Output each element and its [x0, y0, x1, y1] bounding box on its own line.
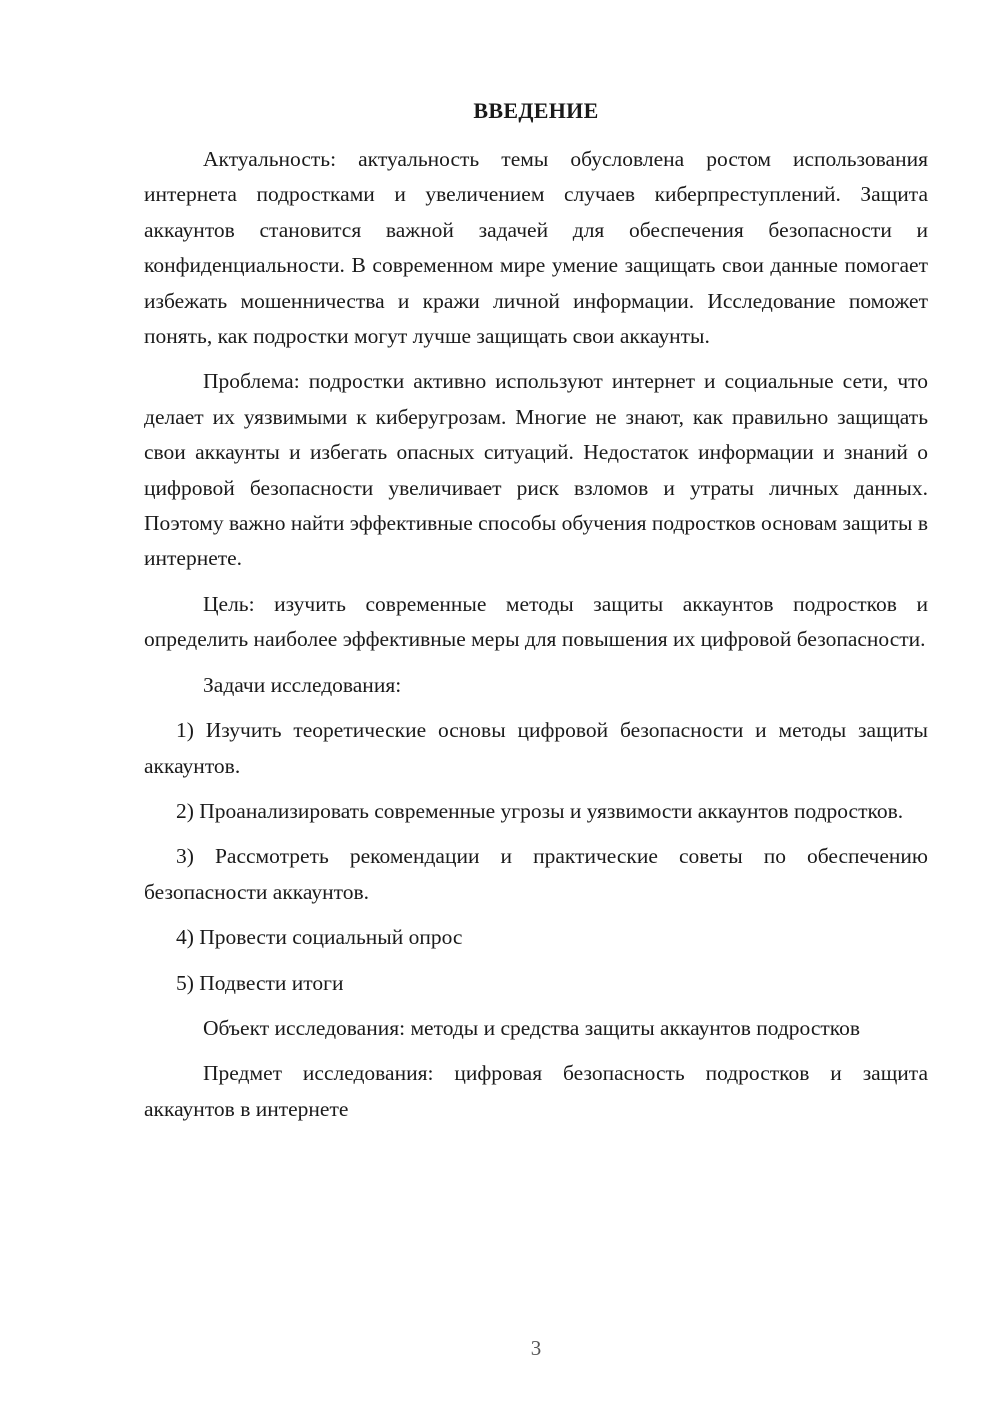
- tasks-heading: Задачи исследования:: [203, 672, 402, 697]
- subject-paragraph: Предмет исследования: цифровая безопасность подростков и защита аккаунтов в интернете: [144, 1061, 928, 1121]
- object-paragraph: Объект исследования: методы и средства защиты аккаунтов подростков: [203, 1015, 861, 1040]
- task-item-4: 4) Провести социальный опрос: [176, 925, 463, 950]
- goal-paragraph: Цель: изучить современные методы защиты аккаунтов подростков и определить наиболее эффективные меры для повышения их цифровой безопасности.: [144, 591, 928, 652]
- task-item-3: 3) Рассмотреть рекомендации и практические советы по обеспечению безопасности аккаунтов.: [144, 844, 928, 904]
- task-item-1: 1) Изучить теоретические основы цифровой безопасности и методы защиты аккаунтов.: [144, 718, 928, 778]
- task-item-5: 5) Подвести итоги: [176, 970, 344, 995]
- relevance-paragraph: Актуальность: актуальность темы обусловлена ростом использования интернета подростками и увеличением случаев киберпреступлений. Защита аккаунтов становится важной задачей для обеспечения безопасности и конфиденциальности. В современном мире умение защищать свои данные помогает избежать мошенничества и кражи личной информации. Исследование поможет понять, как подростки могут лучше защищать свои аккаунты.: [144, 147, 928, 349]
- document-body: [144, 142, 928, 1127]
- problem-paragraph: Проблема: подростки активно используют интернет и социальные сети, что делает их уязвимыми к киберугрозам. Многие не знают, как правильно защищать свои аккаунты и избегать опасных ситуаций. Недостаток информации и знаний о цифровой безопасности увеличивает риск взломов и утраты личных данных. Поэтому важно найти эффективные способы обучения подростков основам защиты в интернете.: [144, 369, 928, 571]
- task-item-2: 2) Проанализировать современные угрозы и уязвимости аккаунтов подростков.: [176, 798, 904, 823]
- section-heading: ВВЕДЕНИЕ: [473, 98, 599, 123]
- page-number: 3: [530, 1336, 542, 1360]
